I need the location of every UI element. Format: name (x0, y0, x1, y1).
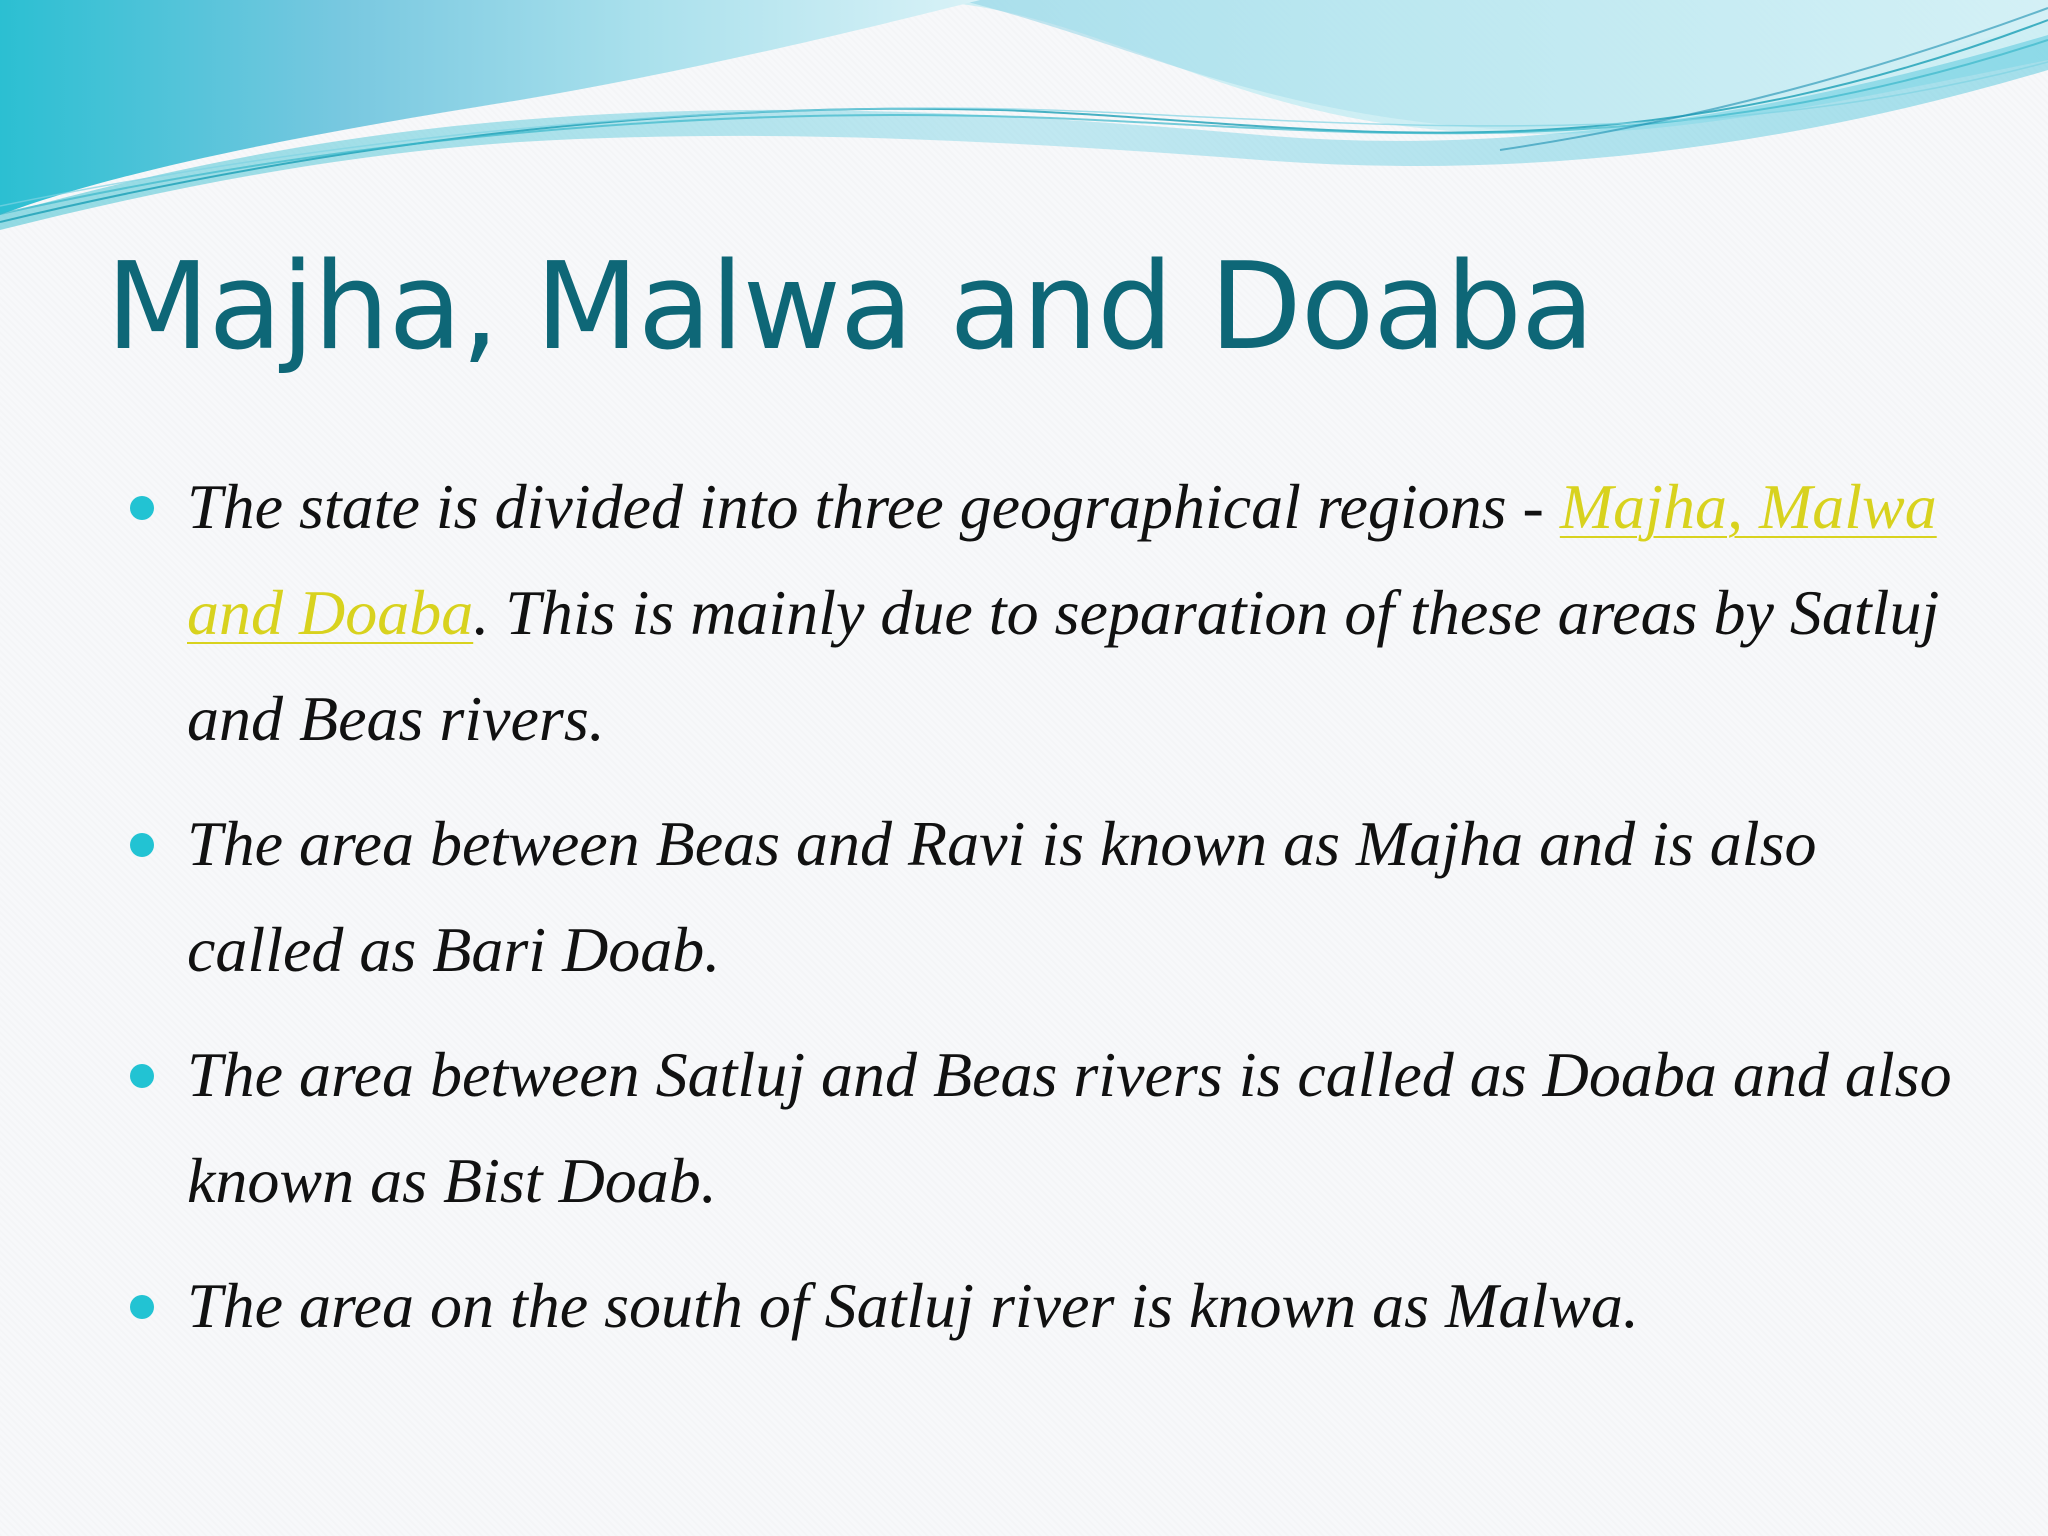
bullet-dot-icon (130, 496, 154, 520)
header-wave-decoration (0, 0, 2048, 240)
bullet-text-malwa: The area on the south of Satluj river is known as Malwa. (187, 1270, 1639, 1341)
bullet-text-doaba: The area between Satluj and Beas rivers is called as Doaba and also known as Bist Doab. (187, 1039, 1952, 1216)
bullet-item-majha (128, 791, 1958, 1003)
bullet-dot-icon (130, 1064, 154, 1088)
bullet-item-doaba (128, 1022, 1958, 1234)
slide-title: Majha, Malwa and Doaba (106, 238, 1594, 377)
bullet-dot-icon (130, 833, 154, 857)
bullet-text-majha: The area between Beas and Ravi is known as Majha and is also called as Bari Doab. (187, 808, 1817, 985)
bullet-dot-icon (130, 1295, 154, 1319)
bullet-item-regions (128, 454, 1958, 772)
bullet-text-regions-intro: The state is divided into three geographical regions - (187, 471, 1560, 542)
bullet-item-malwa (128, 1253, 1958, 1359)
regions-link[interactable]: Majha, Malwa and Doaba (187, 471, 1937, 648)
bullet-list (128, 454, 1958, 1378)
bullet-text-regions-rest: . This is mainly due to separation of these areas by Satluj and Beas rivers. (187, 577, 1940, 754)
